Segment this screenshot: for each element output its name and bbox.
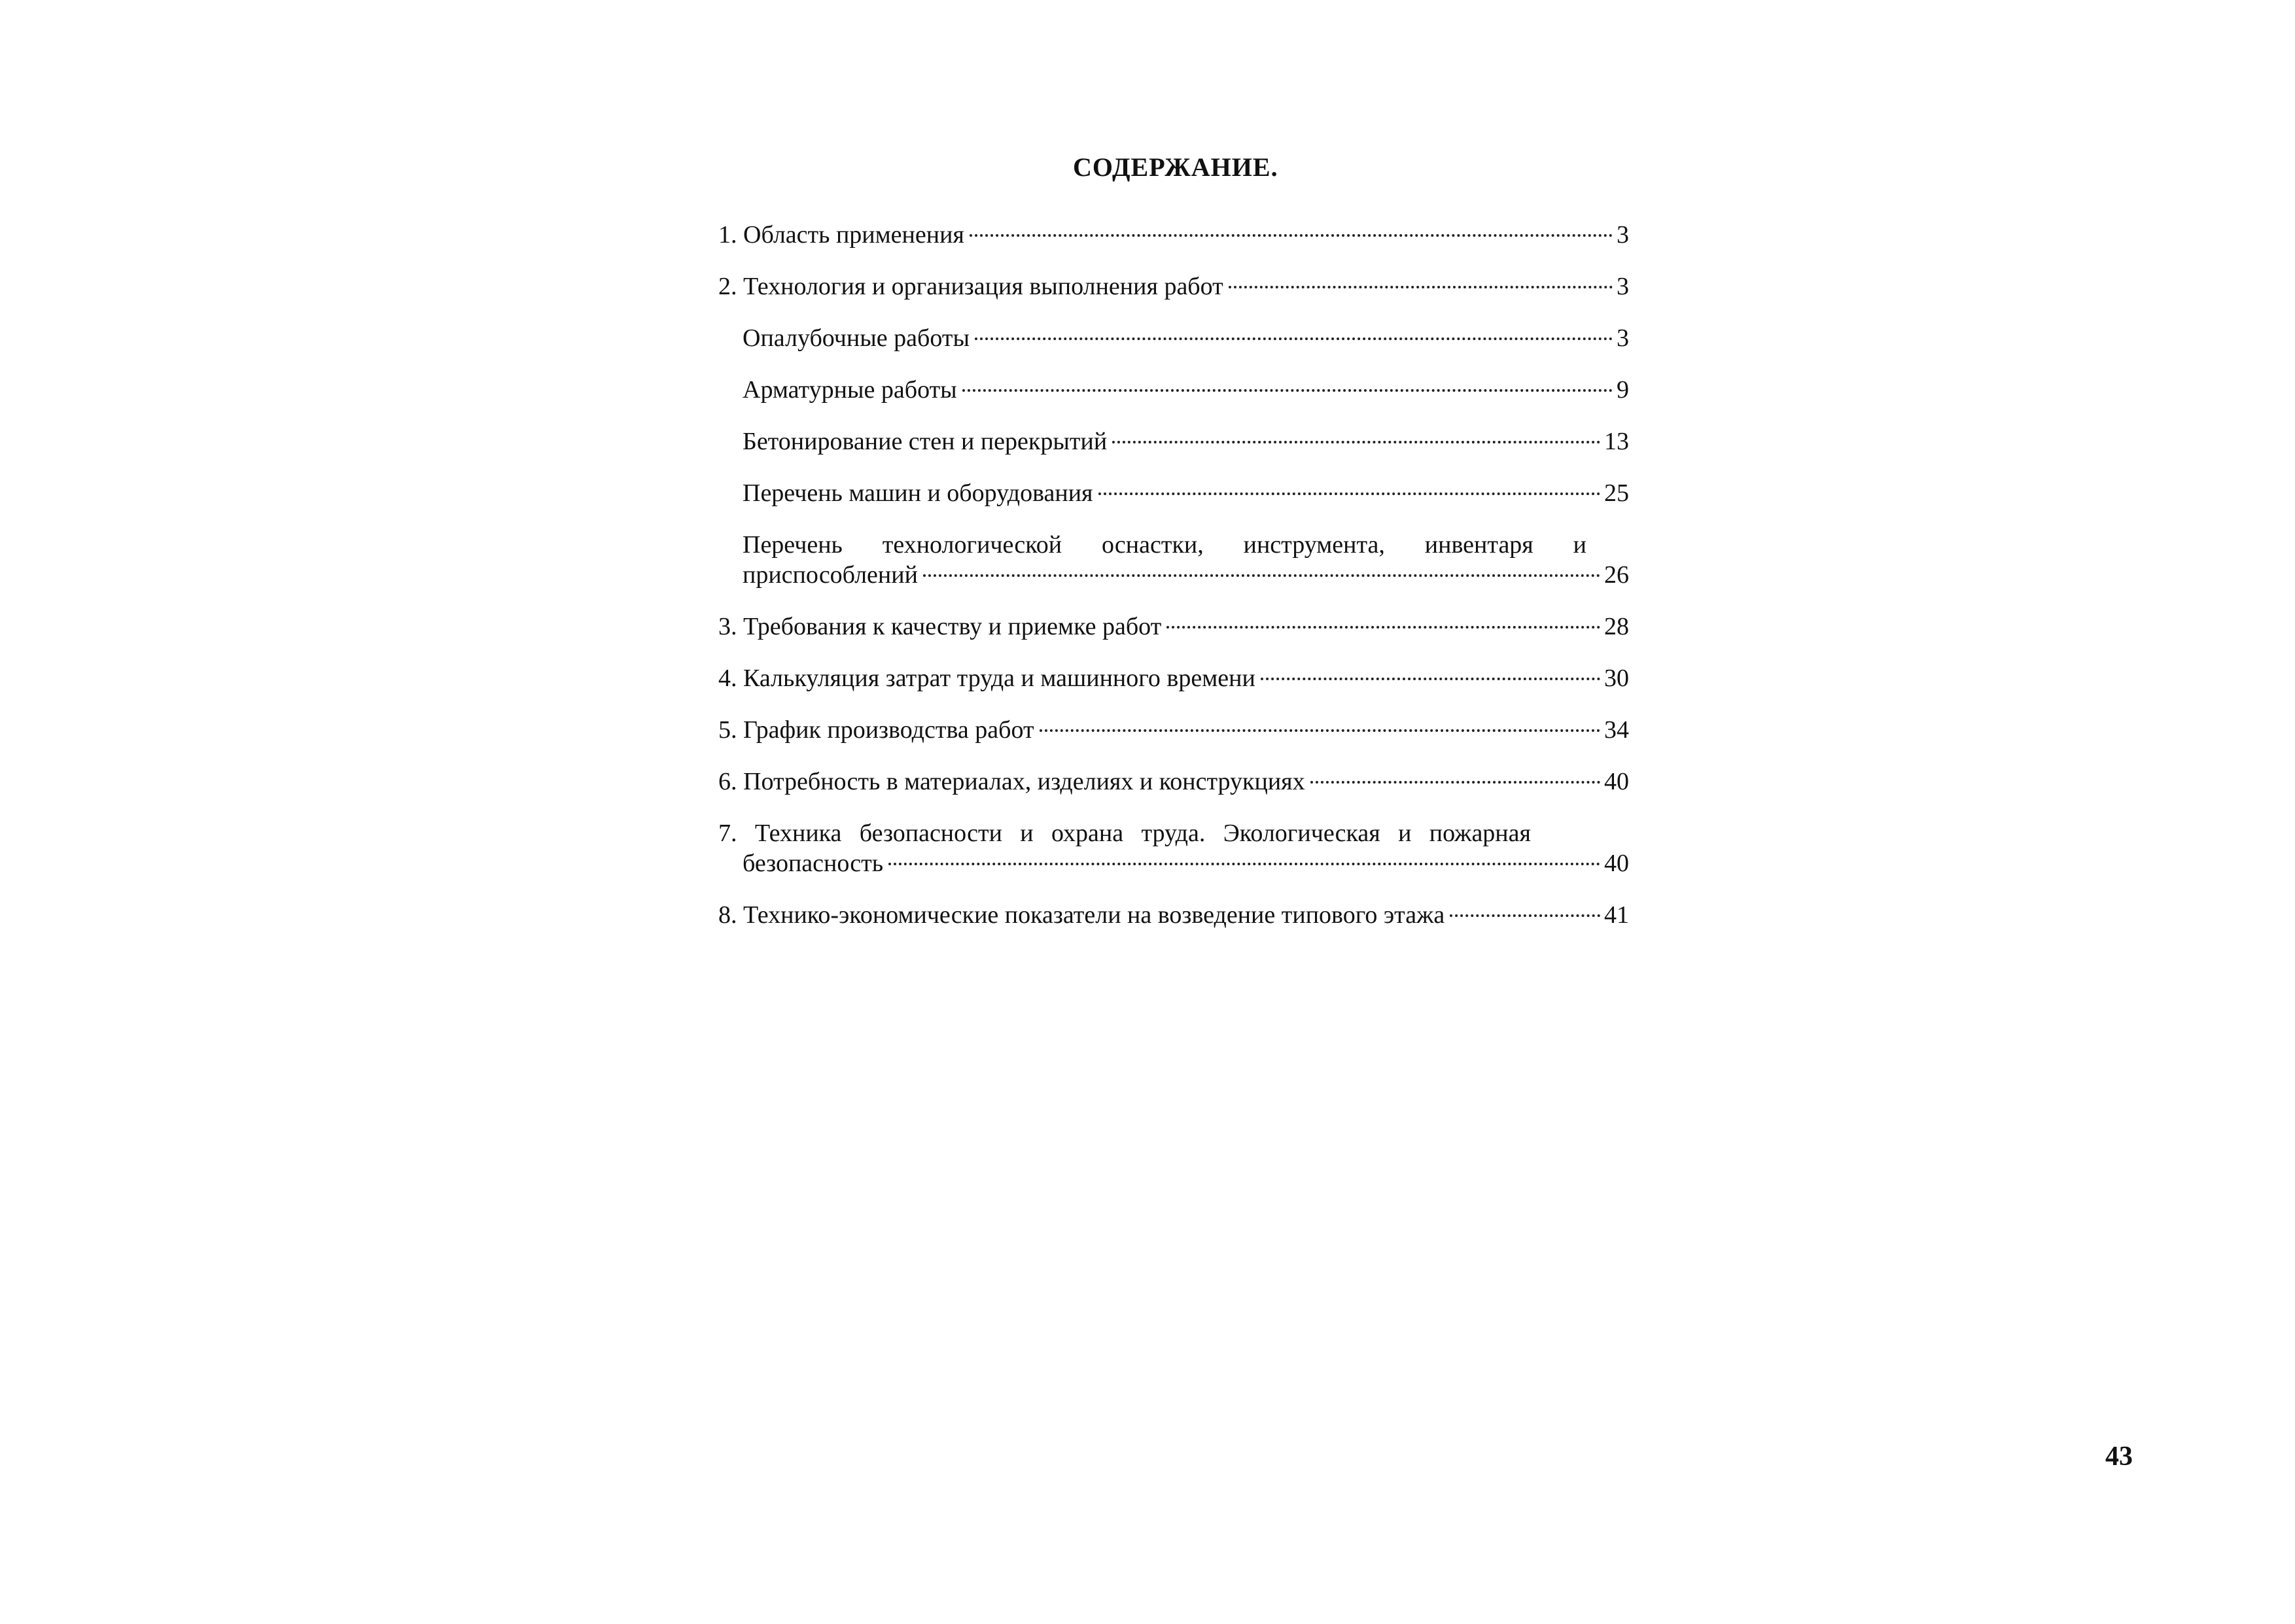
toc-entry-page: 34 — [1604, 716, 1629, 744]
toc-entry[interactable] — [718, 375, 1629, 405]
toc-entry-page: 3 — [1617, 221, 1629, 249]
page-number: 43 — [2105, 1442, 2133, 1472]
toc-entry-title-line1: 7. Техника безопасности и охрана труда. Экологическая и пожарная — [718, 820, 1531, 847]
toc-entry-title: 5. График производства работ — [718, 716, 1034, 744]
dot-leader — [1098, 492, 1600, 495]
dot-leader — [1261, 678, 1600, 680]
dot-leader — [970, 234, 1613, 237]
toc-entry-page: 25 — [1604, 479, 1629, 507]
toc-entry-page: 40 — [1604, 768, 1629, 795]
toc-entry-title: Бетонирование стен и перекрытий — [743, 428, 1108, 455]
toc-entry-title: 6. Потребность в материалах, изделиях и конструкциях — [718, 768, 1305, 795]
toc-title: СОДЕРЖАНИЕ. — [1073, 152, 1278, 182]
toc-entry-title: 1. Область применения — [718, 221, 964, 249]
toc-entry-page: 40 — [1604, 850, 1629, 877]
toc-entry[interactable] — [718, 530, 1629, 590]
toc-entry-page: 13 — [1604, 428, 1629, 455]
toc-entry-title: Опалубочные работы — [743, 324, 970, 352]
toc-entry[interactable] — [718, 271, 1629, 302]
toc-entry-title: Перечень машин и оборудования — [743, 479, 1093, 507]
toc-entry[interactable] — [718, 612, 1629, 642]
dot-leader — [1450, 914, 1600, 917]
dot-leader — [975, 337, 1613, 340]
toc-entry[interactable] — [718, 818, 1629, 878]
toc-entry-title: 2. Технология и организация выполнения работ — [718, 273, 1223, 300]
table-of-contents — [718, 220, 1629, 952]
toc-entry-title: 8. Технико-экономические показатели на возведение типового этажа — [718, 901, 1445, 929]
toc-entry-title: Арматурные работы — [743, 376, 957, 404]
toc-entry-page: 3 — [1617, 324, 1629, 352]
toc-entry[interactable] — [718, 478, 1629, 508]
toc-entry-title: безопасность — [743, 850, 884, 877]
dot-leader — [962, 389, 1613, 392]
dot-leader — [1310, 781, 1600, 784]
toc-entry-title: приспособлений — [743, 561, 918, 589]
dot-leader — [1229, 286, 1613, 288]
toc-entry-page: 9 — [1617, 376, 1629, 404]
toc-entry[interactable] — [718, 323, 1629, 353]
toc-entry[interactable] — [718, 426, 1629, 457]
dot-leader — [1040, 729, 1600, 732]
dot-leader — [1112, 441, 1600, 443]
toc-entry-page: 26 — [1604, 561, 1629, 589]
toc-entry-title: 3. Требования к качеству и приемке работ — [718, 613, 1162, 640]
dot-leader — [923, 574, 1600, 577]
toc-entry[interactable] — [718, 663, 1629, 693]
toc-entry-page: 28 — [1604, 613, 1629, 640]
toc-entry-page: 3 — [1617, 273, 1629, 300]
toc-entry-page: 30 — [1604, 665, 1629, 692]
toc-entry-title: 4. Калькуляция затрат труда и машинного времени — [718, 665, 1255, 692]
dot-leader — [888, 863, 1600, 865]
toc-entry[interactable] — [718, 220, 1629, 250]
dot-leader — [1166, 626, 1600, 629]
toc-entry-title-line1: Перечень технологической оснастки, инструмента, инвентаря и — [743, 531, 1586, 559]
toc-entry[interactable] — [718, 715, 1629, 745]
toc-entry-page: 41 — [1604, 901, 1629, 929]
toc-entry[interactable] — [718, 767, 1629, 797]
toc-entry[interactable] — [718, 900, 1629, 930]
